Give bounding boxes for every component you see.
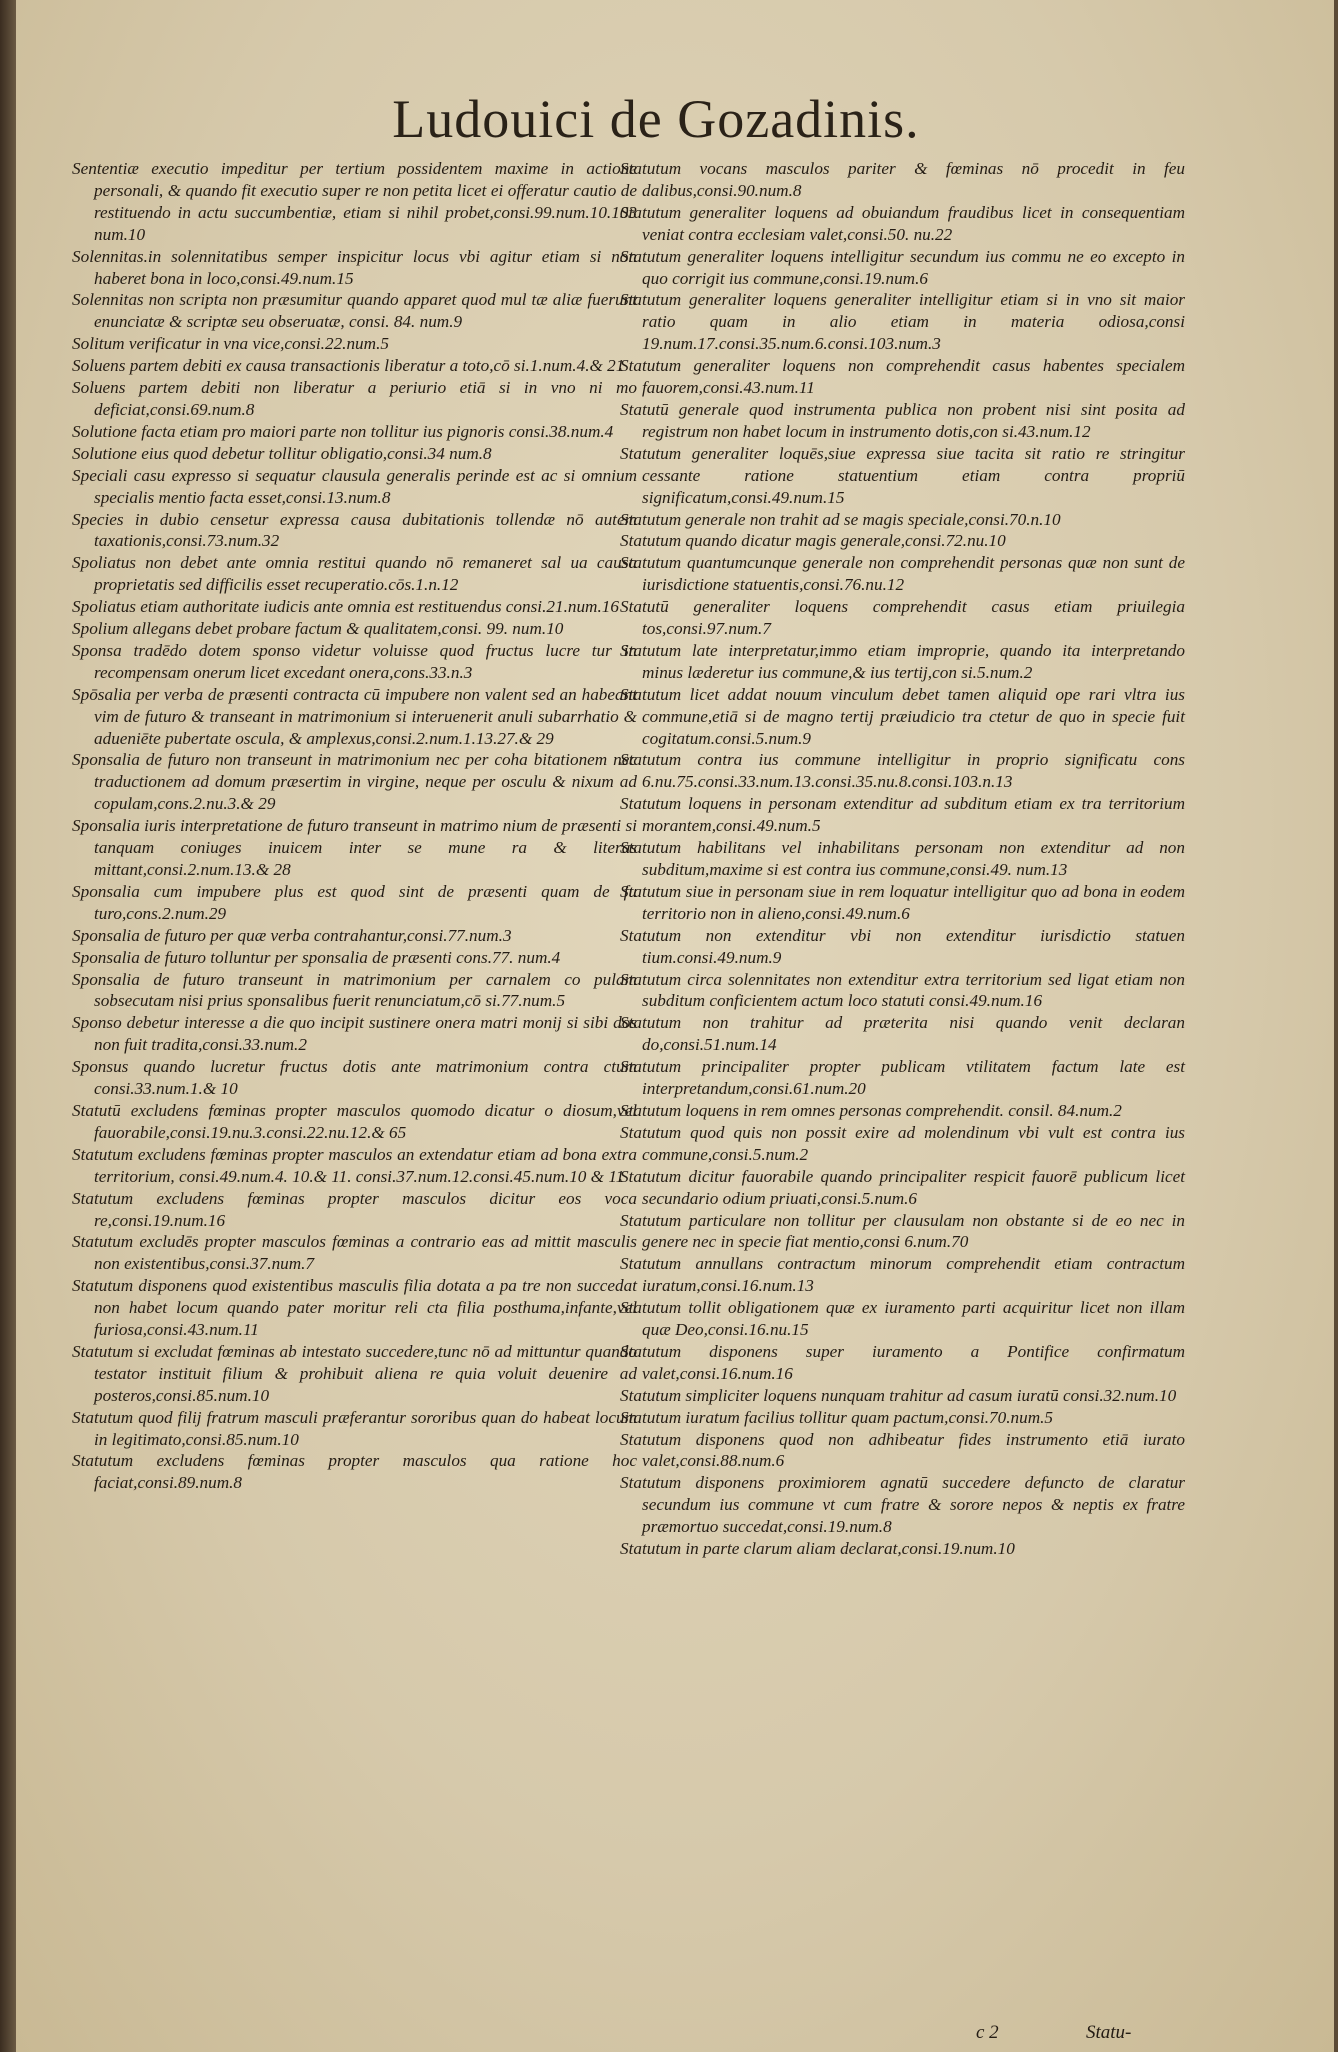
index-entry: Statutum generaliter loquens generaliter intelligitur etiam si in vno sit maior ratio quam in alio etiam in materia odiosa,consi 19.num.17.consi.35.num.6.consi.103.num.3 bbox=[620, 290, 1185, 354]
index-entry: Statutum excludēs propter masculos fœminas a contrario eas ad mittit masculis non existentibus,consi.37.num.7 bbox=[72, 1232, 637, 1274]
index-column-right bbox=[620, 158, 1185, 1560]
index-entry: Statutum quando dicatur magis generale,consi.72.nu.10 bbox=[620, 531, 1006, 551]
index-entry: Statutum circa solennitates non extenditur extra territorium sed ligat etiam non subditum conficientem actum loco statuti consi.49.num.16 bbox=[620, 969, 1185, 1011]
book-page bbox=[16, 0, 1334, 2052]
index-entry: Statutum disponens proximiorem agnatū succedere defuncto de claratur secundum ius commune vt cum fratre & sorore nepos & neptis ex fratre præmortuo succedat,consi.19.num.8 bbox=[620, 1473, 1185, 1537]
index-entry: Statutum quod filij fratrum masculi præferantur sororibus quan do habeat locum in legitimato,consi.85.num.10 bbox=[72, 1407, 637, 1449]
index-entry: Sponsalia cum impubere plus est quod sint de præsenti quam de fu turo,cons.2.num.29 bbox=[72, 881, 637, 923]
index-entry: Statutum disponens quod existentibus masculis filia dotata a pa tre non succedat non habet locum quando pater moritur reli cta filia posthuma,infante,vel furiosa,consi.43.num.11 bbox=[72, 1276, 637, 1340]
index-entry: Sponsa tradēdo dotem sponso videtur voluisse quod fructus lucre tur in recompensam onerum licet excedant onera,cons.33.n.3 bbox=[72, 640, 637, 682]
index-entry: Statutum particulare non tollitur per clausulam non obstante si de eo nec in genere nec in specie fiat mentio,consi 6.num.70 bbox=[620, 1210, 1185, 1252]
signature-mark: c 2 bbox=[976, 2022, 999, 2043]
index-entry: Statutum siue in personam siue in rem loquatur intelligitur quo ad bona in eodem territorio non in alieno,consi.49.num.6 bbox=[620, 881, 1185, 923]
index-entry: Statutum loquens in personam extenditur ad subditum etiam ex tra territorium morantem,consi.49.num.5 bbox=[620, 794, 1185, 836]
index-entry: Solutione facta etiam pro maiori parte non tollitur ius pignoris consi.38.num.4 bbox=[72, 421, 614, 441]
index-entry: Statutum tollit obligationem quæ ex iuramento parti acquiritur licet non illam quæ Deo,consi.16.nu.15 bbox=[620, 1298, 1185, 1340]
index-entry: Statutum quantumcunque generale non comprehendit personas quæ non sunt de iurisdictione statuentis,consi.76.nu.12 bbox=[620, 553, 1185, 595]
index-entry: Sponsalia iuris interpretatione de futuro transeunt in matrimo nium de præsenti si tanquam coniuges inuicem inter se mune ra & literas mittant,consi.2.num.13.& 28 bbox=[72, 816, 637, 879]
index-entry: Sponsus quando lucretur fructus dotis ante matrimonium contra ctum consi.33.num.1.& 10 bbox=[72, 1057, 637, 1099]
index-entry: Statutum licet addat nouum vinculum debet tamen aliquid ope rari vltra ius commune,etiā si de magno tertij præiudicio tra ctetur de quo in specie fuit cogitatum.consi.5.num.9 bbox=[620, 684, 1185, 748]
index-entry: Sponsalia de futuro tolluntur per sponsalia de præsenti cons.77. num.4 bbox=[72, 947, 561, 967]
index-entry: Spolium allegans debet probare factum & qualitatem,consi. 99. num.10 bbox=[72, 619, 564, 639]
catchword: Statu- bbox=[1086, 2022, 1132, 2043]
index-entry: Statutum principaliter propter publicam vtilitatem factum late est interpretandum,consi.61.num.20 bbox=[620, 1057, 1185, 1099]
index-entry: Statutū generale quod instrumenta publica non probent nisi sint posita ad registrum non habet locum in instrumento dotis,con si.43.num.12 bbox=[620, 399, 1185, 441]
index-entry: Spōsalia per verba de præsenti contracta cū impubere non valent sed an habeant vim de futuro & transeant in matrimonium si interuenerit anuli subarrhatio & adueniēte pubertate oscula, & amplexus,consi.2.num.1.13.27.& 29 bbox=[72, 684, 637, 748]
index-entry: Species in dubio censetur expressa causa dubitationis tollendæ nō autem taxationis,consi.73.num.32 bbox=[72, 509, 637, 551]
index-entry: Statutum excludens fœminas propter masculos an extendatur etiam ad bona extra territorium, consi.49.num.4. 10.& 11. consi.37.num.12.consi.45.num.10 & 11 bbox=[72, 1144, 637, 1186]
index-entry: Statutum loquens in rem omnes personas comprehendit. consil. 84.num.2 bbox=[620, 1100, 1122, 1120]
index-entry: Statutum contra ius commune intelligitur in proprio significatu cons 6.nu.75.consi.33.num.13.consi.35.nu.8.consi.103.n.13 bbox=[620, 750, 1185, 792]
index-entry: Solennitas non scripta non præsumitur quando apparet quod mul tæ aliæ fuerunt enunciatæ & scriptæ seu obseruatæ, consi. 84. num.9 bbox=[72, 290, 637, 332]
index-entry: Statutum disponens super iuramento a Pontifice confirmatum valet,consi.16.num.16 bbox=[620, 1341, 1185, 1383]
index-entry: Statutum disponens quod non adhibeatur fides instrumento etiā iurato valet,consi.88.num.6 bbox=[620, 1429, 1185, 1471]
index-entry: Statutum excludens fœminas propter masculos qua ratione hoc faciat,consi.89.num.8 bbox=[72, 1451, 637, 1493]
index-entry: Sententiæ executio impeditur per tertium possidentem maxime in actione personali, & quando fit executio super re non petita licet ei offeratur cautio de restituendo in actu succumbentiæ, etiam si nihil probet,consi.99.num.10.103 num.10 bbox=[72, 159, 637, 244]
index-entry: Statutum annullans contractum minorum comprehendit etiam contractum iuratum,consi.16.num.13 bbox=[620, 1254, 1185, 1296]
index-entry: Sponsalia de futuro transeunt in matrimonium per carnalem co pulam sobsecutam nisi prius sponsalibus fuerit renunciatum,cō si.77.num.5 bbox=[72, 969, 637, 1011]
index-column-left bbox=[72, 158, 637, 1494]
running-head-title: Ludouici de Gozadinis. bbox=[392, 89, 920, 149]
index-entry: Solennitas.in solennitatibus semper inspicitur locus vbi agitur etiam si non haberet bona in loco,consi.49.num.15 bbox=[72, 246, 637, 288]
index-entry: Statutum non trahitur ad præterita nisi quando venit declaran do,consi.51.num.14 bbox=[620, 1013, 1185, 1055]
index-entry: Statutum generale non trahit ad se magis speciale,consi.70.n.10 bbox=[620, 509, 1061, 529]
index-entry: Statutum iuratum facilius tollitur quam pactum,consi.70.num.5 bbox=[620, 1407, 1054, 1427]
book-binding-edge bbox=[0, 0, 16, 2052]
index-entry: Statutum vocans masculos pariter & fœminas nō procedit in feu dalibus,consi.90.num.8 bbox=[620, 159, 1185, 200]
index-entry: Soluens partem debiti non liberatur a periurio etiā si in vno ni mo deficiat,consi.69.num.8 bbox=[72, 378, 637, 419]
index-entry: Statutū generaliter loquens comprehendit casus etiam priuilegia tos,consi.97.num.7 bbox=[620, 597, 1185, 639]
index-entry: Sponso debetur interesse a die quo incipit sustinere onera matri monij si sibi dos non fuit tradita,consi.33.num.2 bbox=[72, 1013, 637, 1055]
index-entry: Statutum quod quis non possit exire ad molendinum vbi vult est contra ius commune,consi.5.num.2 bbox=[620, 1122, 1185, 1164]
index-entry: Statutum habilitans vel inhabilitans personam non extenditur ad non subditum,maxime si est contra ius commune,consi.49. num.13 bbox=[620, 838, 1185, 879]
index-entry: Statutum late interpretatur,immo etiam improprie, quando ita interpretando minus læderetur ius commune,& ius tertij,con si.5.num.2 bbox=[620, 640, 1185, 682]
index-entry: Speciali casu expresso si sequatur clausula generalis perinde est ac si omnium specialis mentio facta esset,consi.13.num.8 bbox=[72, 465, 637, 507]
index-entry: Soluens partem debiti ex causa transactionis liberatur a toto,cō si.1.num.4.& 21 bbox=[72, 356, 625, 376]
index-entry: Solitum verificatur in vna vice,consi.22.num.5 bbox=[72, 334, 389, 354]
index-entry: Statutum excludens fœminas propter masculos dicitur eos voca re,consi.19.num.16 bbox=[72, 1188, 637, 1230]
index-entry: Spoliatus etiam authoritate iudicis ante omnia est restituendus consi.21.num.16 bbox=[72, 597, 619, 617]
index-entry: Statutū excludens fœminas propter masculos quomodo dicatur o diosum,vel fauorabile,consi.19.nu.3.consi.22.nu.12.& 65 bbox=[72, 1100, 637, 1142]
index-entry: Statutum simpliciter loquens nunquam trahitur ad casum iuratū consi.32.num.10 bbox=[620, 1385, 1177, 1405]
index-entry: Sponsalia de futuro non transeunt in matrimonium nec per coha bitationem nec traductionem ad domum præsertim in virgine, neque per osculu & nixum ad copulam,cons.2.nu.3.& 29 bbox=[72, 750, 637, 814]
index-entry: Solutione eius quod debetur tollitur obligatio,consi.34 num.8 bbox=[72, 443, 492, 463]
index-entry: Statutum dicitur fauorabile quando principaliter respicit fauorē publicum licet secundario odium priuati,consi.5.num.6 bbox=[620, 1166, 1185, 1208]
index-entry: Statutum si excludat fœminas ab intestato succedere,tunc nō ad mittuntur quando testator instituit filium & prohibuit aliena re quia voluit deuenire ad posteros,consi.85.num.10 bbox=[72, 1341, 637, 1405]
index-entry: Statutum generaliter loquens non comprehendit casus habentes specialem fauorem,consi.43.num.11 bbox=[620, 356, 1185, 398]
index-entry: Statutum generaliter loquēs,siue expressa siue tacita sit ratio re stringitur cessante ratione statuentium etiam contra propriū significatum,consi.49.num.15 bbox=[620, 443, 1185, 507]
index-entry: Statutum generaliter loquens intelligitur secundum ius commu ne eo excepto in quo corrigit ius commune,consi.19.num.6 bbox=[620, 246, 1185, 288]
index-entry: Statutum in parte clarum aliam declarat,consi.19.num.10 bbox=[620, 1539, 1015, 1559]
index-entry: Statutum non extenditur vbi non extenditur iurisdictio statuen tium.consi.49.num.9 bbox=[620, 925, 1185, 967]
index-entry: Spoliatus non debet ante omnia restitui quando nō remaneret sal ua causa proprietatis sed difficilis esset recuperatio.cōs.1.n.12 bbox=[72, 553, 637, 595]
index-entry: Statutum generaliter loquens ad obuiandum fraudibus licet in consequentiam veniat contra ecclesiam valet,consi.50. nu.22 bbox=[620, 202, 1185, 244]
index-entry: Sponsalia de futuro per quæ verba contrahantur,consi.77.num.3 bbox=[72, 925, 512, 945]
